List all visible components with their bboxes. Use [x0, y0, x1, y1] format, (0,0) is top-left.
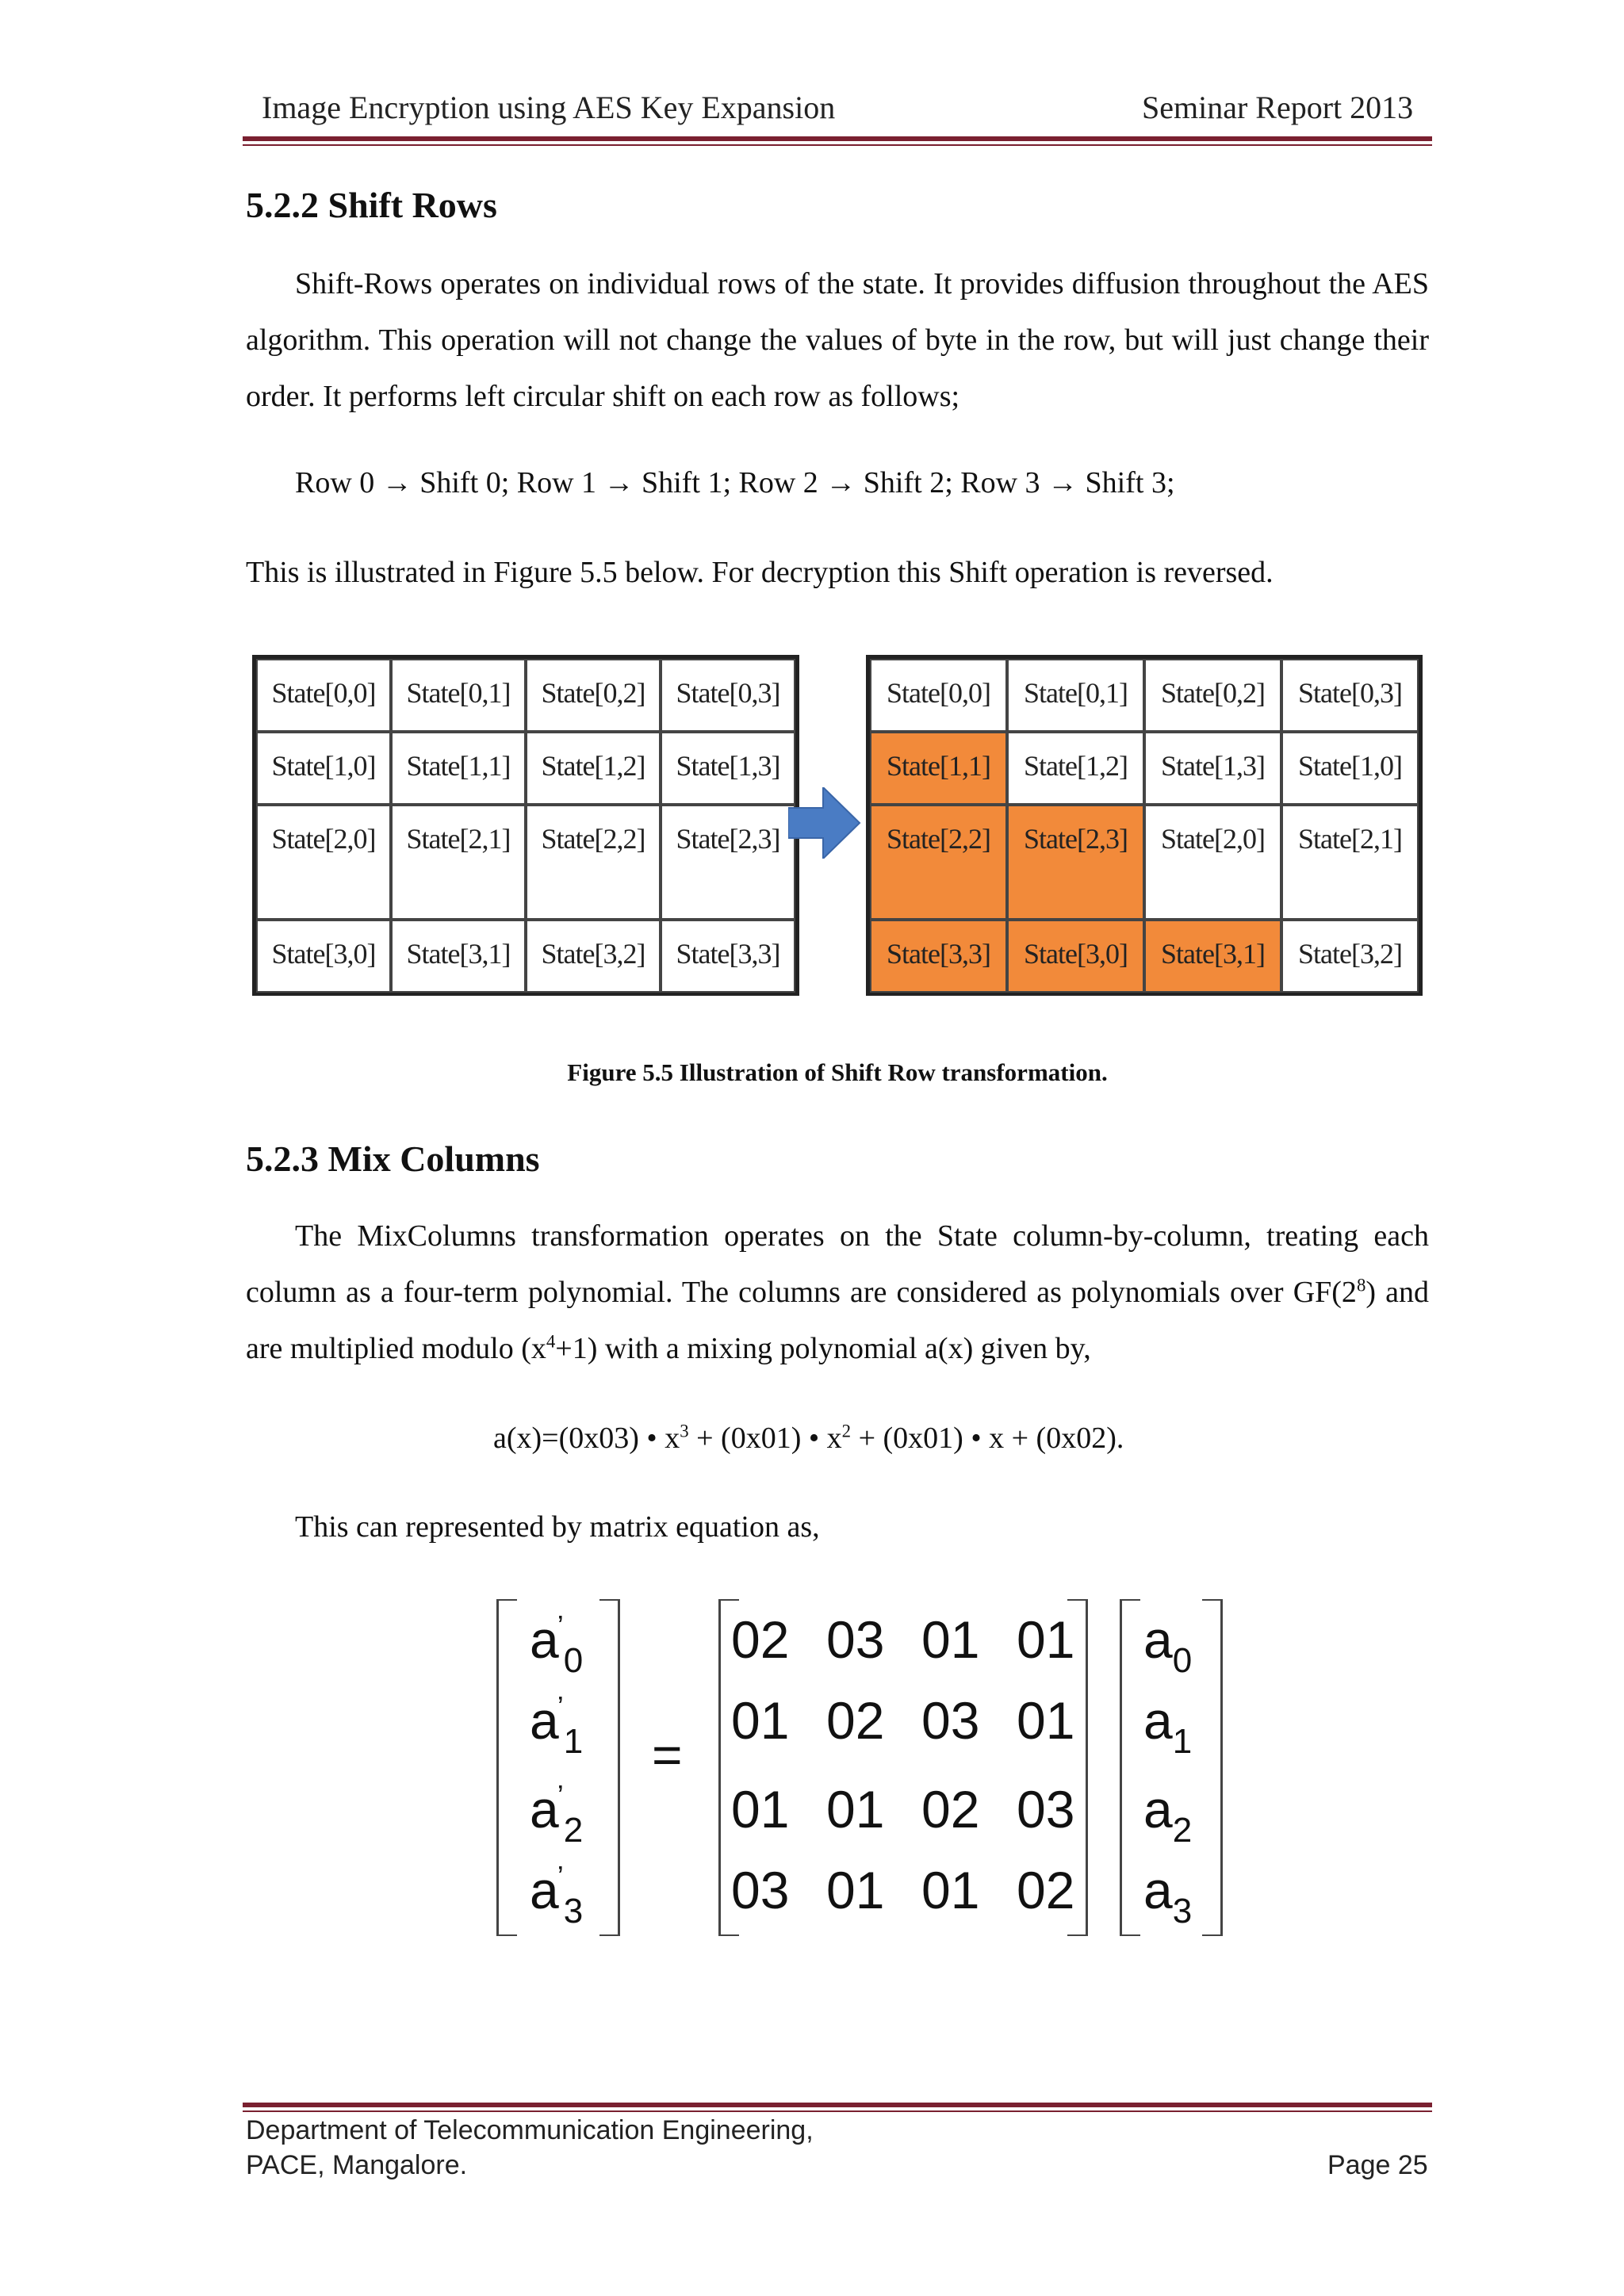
state-cell: State[0,3]: [661, 659, 795, 732]
rhs-entry: $a_0$: [1143, 1610, 1193, 1680]
state-cell: State[2,2]: [870, 805, 1007, 920]
mixing-polynomial-equation: a(x)=(0x03) • $x^3 + (0x01)$ • $x^2 + (0x01)$ • x + (0x02).: [493, 1421, 1124, 1455]
state-cell: State[1,0]: [1281, 732, 1419, 805]
lhs-entry: $a^’_2$: [530, 1779, 584, 1850]
state-cell: State[3,1]: [391, 920, 526, 993]
lhs-entry: $a^’_0$: [530, 1609, 584, 1680]
state-cell: State[0,2]: [526, 659, 661, 732]
matrix-coefficient: 01: [1017, 1691, 1075, 1750]
mix-columns-paragraph: The MixColumns transformation operates on the State column-by-column, treating each column as a four-term polynomial. The columns are considered as polynomials over $GF(2^8)$ and are multiplied modulo $(x^4+1)$ with a mixing polynomial a(x) given by,: [246, 1219, 1429, 1365]
state-cell: State[3,0]: [256, 920, 391, 993]
rhs-entry: $a_2$: [1143, 1780, 1193, 1850]
matrix-coefficient: 01: [731, 1780, 790, 1839]
footer-place: PACE, Mangalore.: [246, 2150, 468, 2180]
figure-caption: Figure 5.5 Illustration of Shift Row transformation.: [567, 1058, 1108, 1086]
matrix-coefficient: 01: [921, 1610, 980, 1669]
state-cell: State[3,2]: [1281, 920, 1419, 993]
lhs-bracket-right: [599, 1599, 620, 1936]
state-cell: State[1,3]: [661, 732, 795, 805]
state-cell: State[3,3]: [661, 920, 795, 993]
state-cell: State[0,0]: [870, 659, 1007, 732]
state-cell: State[1,2]: [1007, 732, 1144, 805]
state-cell: State[0,0]: [256, 659, 391, 732]
footer-rule: [243, 2103, 1432, 2107]
matrix-coefficient: 03: [826, 1610, 885, 1669]
header-rule: [243, 136, 1432, 141]
section-heading-mix-columns: 5.2.3 Mix Columns: [246, 1138, 540, 1179]
matrix-coefficient: 02: [826, 1691, 885, 1750]
right-arrow-icon: [788, 787, 861, 859]
matrix-coefficient: 01: [921, 1861, 980, 1919]
state-cell: State[1,0]: [256, 732, 391, 805]
rhs-entry: $a_1$: [1143, 1691, 1193, 1761]
matrix-coefficient: 03: [921, 1691, 980, 1750]
figure-reference-line: This is illustrated in Figure 5.5 below. For decryption this Shift operation is reversed.: [246, 556, 1274, 589]
state-cell: State[1,1]: [870, 732, 1007, 805]
section-heading-shift-rows: 5.2.2 Shift Rows: [246, 185, 497, 225]
state-cell: State[3,0]: [1007, 920, 1144, 993]
matrix-coefficient: 01: [731, 1691, 790, 1750]
matrix-coefficient: 02: [1017, 1861, 1075, 1919]
state-cell: State[0,2]: [1144, 659, 1281, 732]
state-cell: State[2,0]: [256, 805, 391, 920]
matrix-coefficient: 02: [921, 1780, 980, 1839]
header-title: Image Encryption using AES Key Expansion: [262, 90, 836, 125]
matrix-coefficient: 01: [1017, 1610, 1075, 1669]
state-cell: State[0,3]: [1281, 659, 1419, 732]
matrix-coefficient: 01: [826, 1861, 885, 1919]
matrix-coefficient: 01: [826, 1780, 885, 1839]
lhs-entry: $a^’_1$: [530, 1690, 584, 1761]
state-cell: State[0,1]: [391, 659, 526, 732]
state-cell: State[1,1]: [391, 732, 526, 805]
state-cell: State[2,3]: [661, 805, 795, 920]
state-cell: State[2,1]: [1281, 805, 1419, 920]
rhs-bracket-right: [1202, 1599, 1223, 1936]
matrix-coefficient: 03: [731, 1861, 790, 1919]
header-report-year: Seminar Report 2013: [1142, 90, 1414, 125]
rhs-bracket-left: [1120, 1599, 1140, 1936]
row-shift-line: Row 0 → Shift 0; Row 1 → Shift 1; Row 2 → Shift 2; Row 3 → Shift 3;: [295, 466, 1175, 499]
state-cell: State[3,3]: [870, 920, 1007, 993]
state-cell: State[2,2]: [526, 805, 661, 920]
lhs-bracket-left: [496, 1599, 517, 1936]
state-cell: State[2,3]: [1007, 805, 1144, 920]
header-rule-thin: [243, 144, 1432, 146]
equals-sign: =: [652, 1725, 683, 1784]
rhs-entry: $a_3$: [1143, 1861, 1193, 1931]
footer-department: Department of Telecommunication Engineering,: [246, 2115, 814, 2145]
footer-rule-thin: [243, 2110, 1432, 2112]
matrix-coefficient: 03: [1017, 1780, 1075, 1839]
shift-rows-paragraph: Shift-Rows operates on individual rows of the state. It provides diffusion throughout the AES algorithm. This operation will not change the values of byte in the row, but will just change their order. It performs left circular shift on each row as follows;: [246, 267, 1429, 413]
state-table-after: [866, 655, 1423, 996]
lhs-entry: $a^’_3$: [530, 1860, 584, 1931]
state-table-before: [252, 655, 799, 996]
state-cell: State[0,1]: [1007, 659, 1144, 732]
state-cell: State[1,3]: [1144, 732, 1281, 805]
state-cell: State[3,2]: [526, 920, 661, 993]
footer-page-number: Page 25: [1327, 2150, 1428, 2180]
state-cell: State[2,1]: [391, 805, 526, 920]
matrix-intro-line: This can represented by matrix equation as,: [295, 1510, 820, 1544]
state-cell: State[2,0]: [1144, 805, 1281, 920]
matrix-coefficient: 02: [731, 1610, 790, 1669]
state-cell: State[3,1]: [1144, 920, 1281, 993]
state-cell: State[1,2]: [526, 732, 661, 805]
